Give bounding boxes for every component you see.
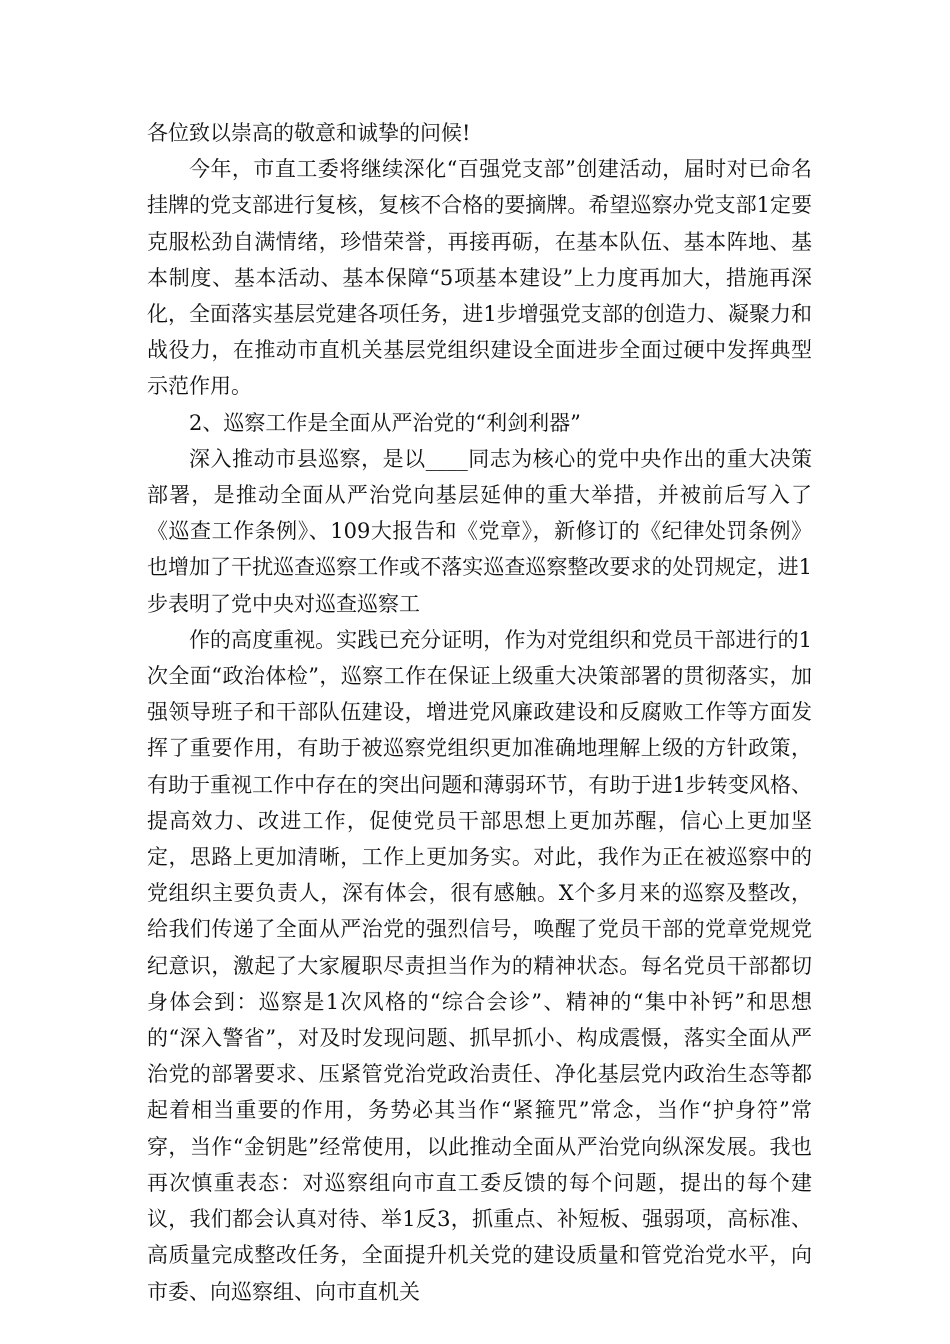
paragraph-branch-review: 今年，市直工委将继续深化“百强党支部”创建活动，届时对已命名挂牌的党支部进行复核，复核不合格的要摘牌。希望巡察办党支部1定要克服松劲自满情绪，珍惜荣誉，再接再砺，在基本队伍、基本阵地、基本制度、基本活动、基本保障“5项基本建设”上力度再加大，措施再深化，全面落实基层党建各项任务，进1步增强党支部的创造力、凝聚力和战役力，在推动市直机关基层党组织建设全面进步全面过硬中发挥典型示范作用。	[147, 157, 812, 399]
document-body	[147, 115, 812, 1310]
section-heading-2: 2、巡察工作是全面从严治党的“利剑利器”	[189, 410, 581, 435]
paragraph-greeting: 各位致以崇高的敬意和诚挚的问候!	[147, 121, 471, 145]
paragraph-inspection-policy: 深入推动市县巡察，是以____同志为核心的党中央作出的重大决策部署，是推动全面从严治党向基层延伸的重大举措，并被前后写入了《巡查工作条例》、109大报告和《党章》，新修订的《纪律处罚条例》也增加了干扰巡查巡察工作或不落实巡查巡察整改要求的处罚规定，进1步表明了党中央对巡查巡察工	[147, 446, 812, 616]
paragraph-inspection-effect: 作的高度重视。实践已充分证明，作为对党组织和党员干部进行的1次全面“政治体检”，巡察工作在保证上级重大决策部署的贯彻落实，加强领导班子和干部队伍建设，增进党风廉政建设和反腐败工作等方面发挥了重要作用，有助于被巡察党组织更加准确地理解上级的方针政策，有助于重视工作中存在的突出问题和薄弱环节，有助于进1步转变风格、提高效力、改进工作，促使党员干部思想上更加苏醒，信心上更加坚定，思路上更加清晰，工作上更加务实。对此，我作为正在被巡察中的党组织主要负责人，深有体会，很有感触。X个多月来的巡察及整改，给我们传递了全面从严治党的强烈信号，唤醒了党员干部的党章党规党纪意识，激起了大家履职尽责担当作为的精神状态。每名党员干部都切身体会到：巡察是1次风格的“综合会诊”、精神的“集中补钙”和思想的“深入警省”，对及时发现问题、抓早抓小、构成震慑，落实全面从严治党的部署要求、压紧管党治党政治责任、净化基层党内政治生态等都起着相当重要的作用，务势必其当作“紧箍咒”常念，当作“护身符”常穿，当作“金钥匙”经常使用，以此推动全面从严治党向纵深发展。我也再次慎重表态：对巡察组向市直工委反馈的每个问题，提出的每个建议，我们都会认真对待、举1反3，抓重点、补短板、强弱项，高标准、高质量完成整改任务，全面提升机关党的建设质量和管党治党水平，向市委、向巡察组、向市直机关	[147, 627, 812, 1304]
